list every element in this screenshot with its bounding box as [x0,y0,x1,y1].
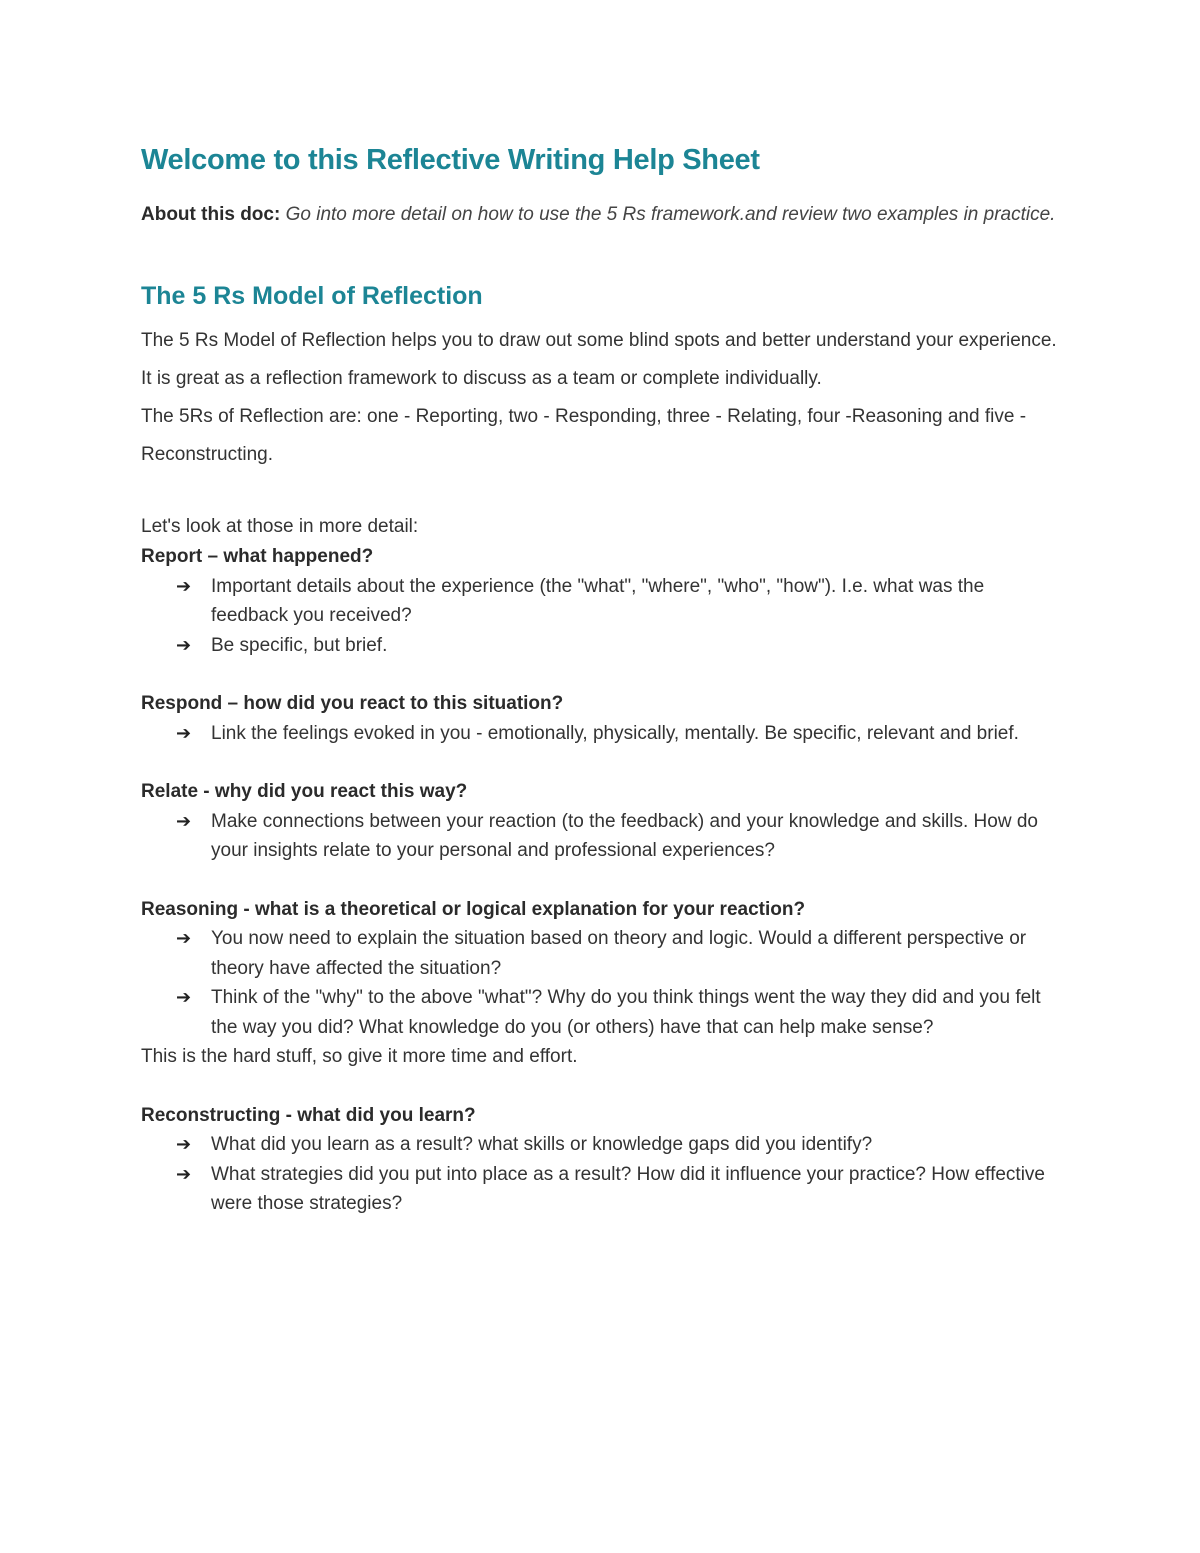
arrow-icon: ➔ [176,987,192,1007]
arrow-icon: ➔ [176,928,192,948]
bullet-item [176,631,1061,661]
bullet-list [141,1130,1061,1219]
section-reconstructing [141,1101,1061,1219]
bullet-text: What did you learn as a result? what skills or knowledge gaps did you identify? [211,1134,873,1155]
bullet-list [141,572,1061,661]
bullet-list [141,924,1061,1042]
section-note: This is the hard stuff, so give it more time and effort. [141,1046,578,1067]
arrow-icon: ➔ [176,722,192,743]
intro-paragraph-1: The 5 Rs Model of Reflection helps you to draw out some blind spots and better understand your experience. It is great as a reflection framework to discuss as a team or complete individually. [141,330,1057,389]
bullet-text: Link the feelings evoked in you - emotionally, physically, mentally. Be specific, relevant and brief. [211,722,1019,744]
section-title: Respond – how did you react to this situation? [141,693,564,714]
section-reasoning [141,895,1061,1072]
about-label: About this doc: [141,204,281,225]
page-title: Welcome to this Reflective Writing Help Sheet [141,144,760,176]
bullet-item [176,807,1061,866]
bullet-text: Be specific, but brief. [211,634,388,656]
section-relate [141,777,1061,866]
bullet-item [176,983,1061,1042]
lead-text: Let's look at those in more detail: [141,516,419,537]
section-respond [141,689,1061,748]
about-text: Go into more detail on how to use the 5 Rs framework.and review two examples in practice. [285,204,1056,225]
bullet-list [141,719,1061,749]
bullet-item [176,1160,1061,1219]
intro-paragraph-2: The 5Rs of Reflection are: one - Reporting, two - Responding, three - Relating, four -Reasoning and five - Reconstructing. [141,406,1027,465]
model-heading: The 5 Rs Model of Reflection [141,282,483,310]
bullet-item [176,719,1061,749]
about-paragraph [141,196,1061,234]
section-title: Report – what happened? [141,546,374,567]
arrow-icon: ➔ [176,1163,192,1184]
intro-block [141,322,1061,474]
section-title: Reasoning - what is a theoretical or logical explanation for your reaction? [141,898,806,920]
section-title: Reconstructing - what did you learn? [141,1104,476,1126]
arrow-icon: ➔ [176,575,192,596]
bullet-item [176,1130,1061,1160]
arrow-icon: ➔ [176,810,192,831]
section-report [141,542,1061,660]
bullet-text: You now need to explain the situation based on theory and logic. Would a different perspective or theory have affected the situation? [211,928,1027,979]
document-page [141,140,1061,1219]
section-title: Relate - why did you react this way? [141,781,468,802]
bullet-text: What strategies did you put into place as a result? How did it influence your practice? How effective were those strategies? [211,1163,1045,1214]
bullet-list [141,807,1061,866]
arrow-icon: ➔ [176,1134,192,1154]
bullet-text: Think of the "why" to the above "what"? Why do you think things went the way they did and you felt the way you did? What knowledge do you (or others) have that can help make sense? [211,987,1041,1038]
bullet-text: Make connections between your reaction (to the feedback) and your knowledge and skills. How do your insights relate to your personal and professional experiences? [211,810,1038,861]
bullet-item [176,924,1061,983]
arrow-icon: ➔ [176,634,192,655]
bullet-item [176,572,1061,631]
bullet-text: Important details about the experience (the "what", "where", "who", "how"). I.e. what was the feedback you received? [211,575,985,626]
